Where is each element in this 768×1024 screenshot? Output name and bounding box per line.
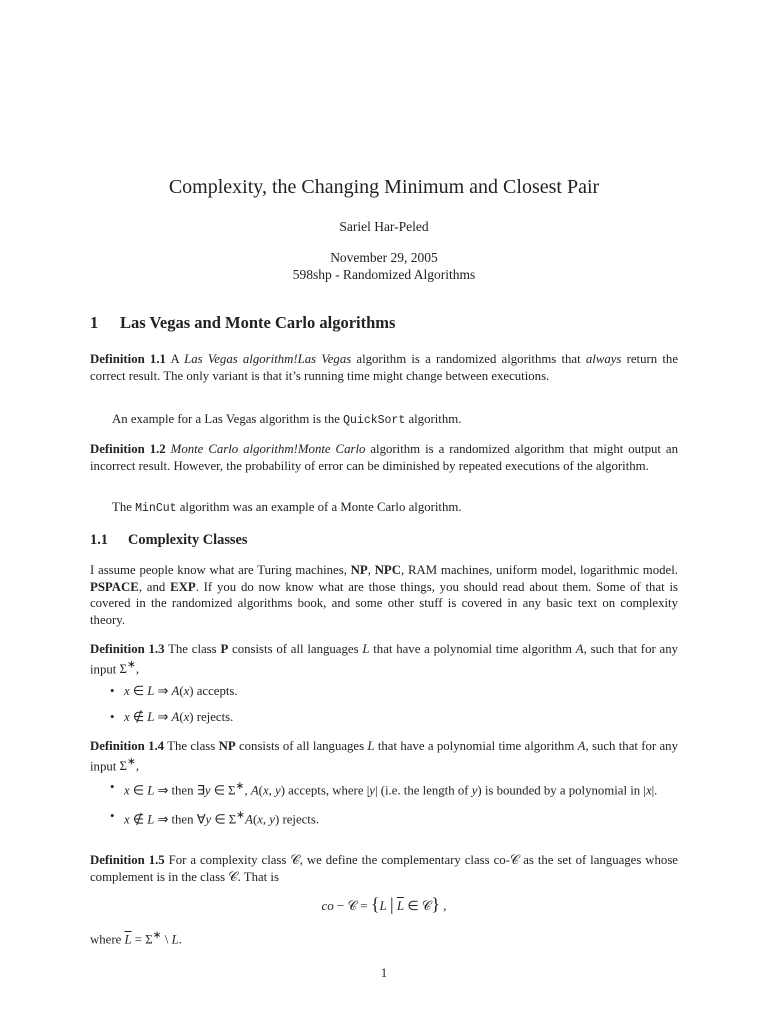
math: Σ∗,: [119, 756, 140, 773]
page-number: 1: [380, 966, 388, 980]
class-exp: EXP: [170, 579, 196, 594]
math: A: [575, 642, 584, 656]
code-quicksort: QuickSort: [343, 414, 406, 427]
emphasis: always: [585, 352, 622, 366]
definition-text: that have a polynomial time algorithm: [369, 642, 576, 656]
definition-1-4-bullets: [110, 779, 678, 828]
paragraph-text: I assume people know what are Turing machines,: [90, 563, 351, 577]
subsection-1-1-heading: [90, 532, 248, 548]
list-item-text: then: [168, 812, 197, 827]
definition-label: Definition 1.5: [90, 853, 165, 867]
list-item-text: rejects.: [279, 812, 320, 827]
definition-text: The class: [164, 642, 221, 656]
section-1-heading: [90, 315, 395, 331]
class-np: NP: [350, 563, 368, 577]
subsection-number: 1.1: [90, 532, 108, 548]
definition-text: A: [170, 352, 185, 366]
paragraph-text: , RAM machines, uniform model, logarithmic model.: [401, 563, 678, 577]
definition-text: , such that for any input: [90, 739, 678, 773]
definition-1-4: [90, 738, 678, 774]
list-item-text: accepts, where: [284, 783, 367, 798]
math: L: [367, 739, 375, 753]
definition-1-2: [90, 441, 678, 474]
list-item: • x ∈ L ⇒ A(x) accepts.: [110, 683, 678, 700]
section-number: 1: [90, 313, 99, 332]
definition-text: return the correct result. The only variant is that it’s running time might change between executions.: [90, 352, 678, 383]
math: L: [362, 642, 370, 656]
definition-label: Definition 1.3: [90, 642, 165, 656]
definition-label: Definition 1.1: [90, 352, 166, 366]
paragraph-text: The: [112, 500, 136, 514]
paragraph-text: algorithm was an example of a Monte Carlo algorithm.: [176, 500, 462, 514]
where-text: where: [90, 932, 125, 947]
paragraph-text: , and: [138, 579, 171, 594]
definition-1-5: [90, 852, 678, 885]
paper-course: 598shp - Randomized Algorithms: [292, 267, 476, 282]
paragraph-intro: [90, 562, 678, 628]
paragraph-text: An example for a Las Vegas algorithm is the: [112, 412, 344, 426]
math: 𝒞: [509, 853, 520, 867]
paragraph-quicksort: [90, 411, 678, 430]
definition-label: Definition 1.2: [90, 442, 166, 456]
definition-term: Las Vegas algorithm!Las Vegas: [184, 352, 352, 366]
subsection-title: Complexity Classes: [128, 532, 248, 548]
list-item-text: then: [168, 783, 197, 798]
paragraph-mincut: [90, 499, 678, 518]
paper-title: Complexity, the Changing Minimum and Closest Pair: [168, 176, 600, 198]
class-p: P: [220, 642, 229, 656]
definition-1-3-bullets: [110, 683, 678, 725]
class-np: NP: [218, 739, 236, 753]
paragraph-text: ,: [367, 563, 375, 577]
math: 𝒞: [228, 869, 238, 884]
list-item: • x ∉ L ⇒ then ∀y ∈ Σ∗A(x, y) rejects.: [110, 808, 678, 828]
class-pspace: PSPACE: [90, 579, 139, 594]
paper-date: November 29, 2005: [330, 250, 438, 265]
definition-text: consists of all languages: [235, 739, 368, 753]
list-item-text: rejects.: [193, 709, 234, 724]
definition-text: , such that for any input: [90, 642, 678, 676]
list-item: • x ∉ L ⇒ A(x) rejects.: [110, 709, 678, 726]
definition-text: For a complexity class: [164, 853, 291, 867]
paragraph-text: algorithm.: [405, 412, 462, 426]
definition-1-3: [90, 641, 678, 677]
definition-text: , we define the complementary class co-: [299, 853, 510, 867]
definition-text: algorithm is a randomized algorithms that: [351, 352, 586, 366]
list-item-text: ) is bounded by a polynomial in: [477, 783, 644, 798]
definition-1-1: [90, 351, 678, 384]
definition-label: Definition 1.4: [90, 739, 165, 753]
list-item-text: (i.e. the length of: [377, 783, 472, 798]
class-npc: NPC: [374, 563, 401, 577]
math: A: [577, 739, 586, 753]
paragraph-text: . If you do now know what are those things, you should read about them. Some of that is covered in the randomized algorithms book, and some other stuff is covered in any basic text on complexity theory.: [90, 579, 679, 627]
definition-term: Monte Carlo algorithm!Monte Carlo: [170, 442, 366, 456]
code-mincut: MinCut: [135, 502, 177, 515]
list-item-text: accepts.: [193, 684, 238, 698]
definition-text: The class: [164, 739, 219, 753]
section-title: Las Vegas and Monte Carlo algorithms: [120, 313, 396, 332]
equation-co-class: co − 𝒞 = {L | $\overline{L}$ ∈ 𝒞} ,: [321, 894, 447, 914]
definition-text: . That is: [237, 869, 279, 884]
definition-text: that have a polynomial time algorithm: [374, 739, 578, 753]
definition-text: algorithm is a randomized algorithm that might output an incorrect result. However, the probability of error can be diminished by repeated executions of the algorithm.: [90, 442, 678, 473]
math: 𝒞: [290, 853, 300, 867]
definition-text: consists of all languages: [228, 642, 363, 656]
math: Σ∗,: [119, 659, 140, 676]
list-item: • x ∈ L ⇒ then ∃y ∈ Σ∗, A(x, y) accepts, where |y| (i.e. the length of y) is bounded by a polynomial in |x|.: [110, 779, 678, 799]
definition-text: as the set of languages whose complement is in the class: [90, 853, 678, 884]
paper-author: Sariel Har-Peled: [339, 219, 429, 234]
where-line: where $\overline{L} = \Sigma^∗$ \ L.: [90, 930, 182, 947]
